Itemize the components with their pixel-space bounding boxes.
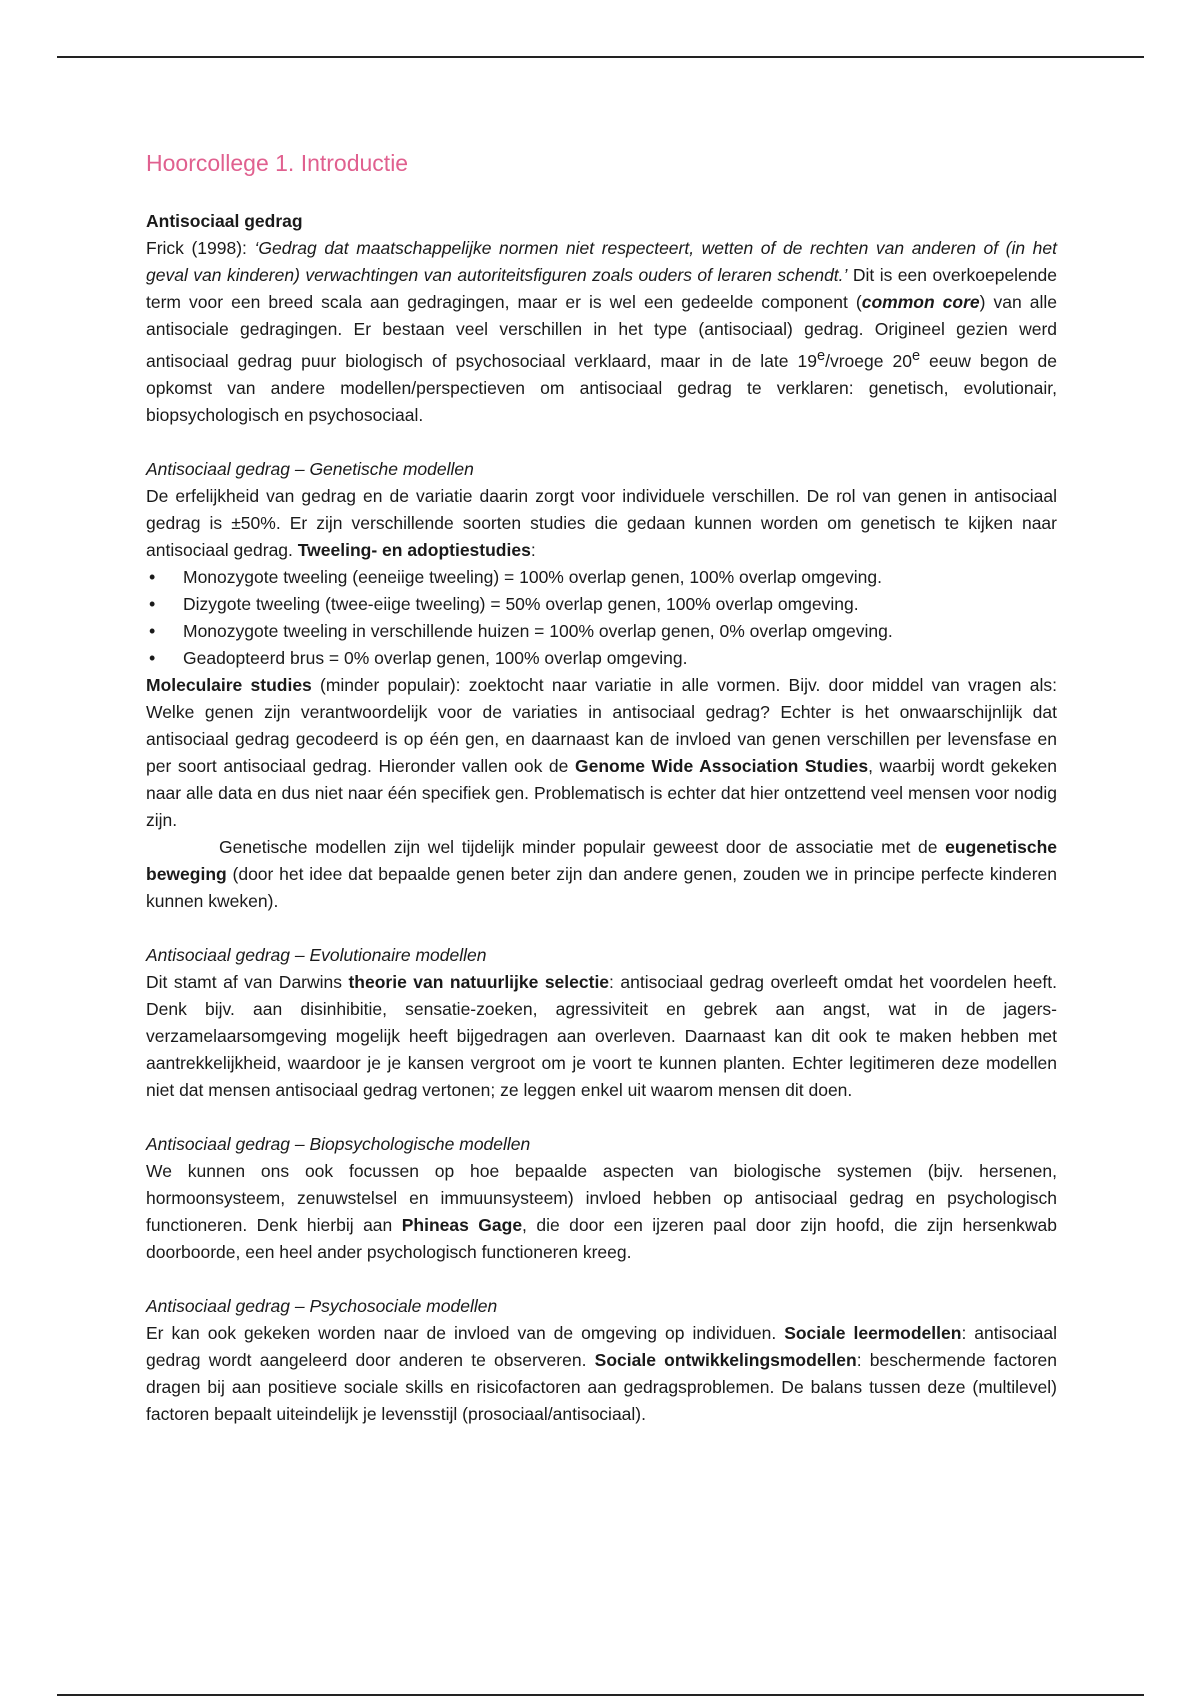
section-heading: Antisociaal gedrag – Evolutionaire modellen <box>146 944 487 965</box>
section-heading: Antisociaal gedrag – Genetische modellen <box>146 458 474 479</box>
list-item: • Monozygote tweeling (eeneiige tweeling) = 100% overlap genen, 100% overlap omgeving. <box>146 564 1057 591</box>
paragraph: Moleculaire studies (minder populair): zoektocht naar variatie in alle vormen. Bijv. door middel van vragen als: Welke genen zijn verantwoordelijk voor de variaties in antisociaal gedrag? Echter is het onwaarschijnlijk dat antisociaal gedrag gecodeerd is op één gen, en daarnaast kan de invloed van genen verschillen per levensfase en per soort antisociaal gedrag. Hieronder vallen ook de Genome Wide Association Studies, waarbij wordt gekeken naar alle data en dus niet naar één specifiek gen. Problematisch is echter dat hier ontzettend veel mensen voor nodig zijn. <box>146 674 1057 830</box>
emphasis: Phineas Gage <box>401 1214 523 1235</box>
paragraph: Frick (1998): ‘Gedrag dat maatschappelijke normen niet respecteert, wetten of de rechten van anderen of (in het geval van kinderen) verwachtingen van autoriteitsfiguren zoals ouders of leraren schendt.’ Dit is een overkoepelende term voor een breed scala aan gedragingen, maar er is wel een gedeelde component (common core) van alle antisociale gedragingen. Er bestaan veel verschillen in het type (antisociaal) gedrag. Origineel gezien werd antisociaal gedrag puur biologisch of psychosociaal verklaard, maar in de late 19e/vroege 20e eeuw begon de opkomst van andere modellen/perspectieven om antisociaal gedrag te verklaren: genetisch, evolutionair, biopsychologisch en psychosociaal. <box>146 238 1058 425</box>
section-psychosocial-models <box>146 1293 1057 1428</box>
paragraph: Genetische modellen zijn wel tijdelijk minder populair geweest door de associatie met de eugenetische beweging (door het idee dat bepaalde genen beter zijn dan andere genen, zouden we in principe perfecte kinderen kunnen kweken). <box>146 836 1057 911</box>
quote: ‘Gedrag dat maatschappelijke normen niet respecteert, wetten of de rechten van anderen of (in het geval van kinderen) verwachtingen van autoriteitsfiguren zoals ouders of leraren schendt.’ <box>146 238 1057 285</box>
section-biopsychological-models <box>146 1131 1057 1266</box>
emphasis: Sociale leermodellen <box>784 1322 962 1343</box>
section-heading: Antisociaal gedrag – Psychosociale modellen <box>146 1295 498 1316</box>
section-heading: Antisociaal gedrag <box>146 211 303 231</box>
emphasis: Moleculaire studies <box>146 674 312 695</box>
section-heading: Antisociaal gedrag – Biopsychologische modellen <box>146 1133 531 1154</box>
emphasis: Tweeling- en adoptiestudies <box>297 539 531 560</box>
emphasis: Genome Wide Association Studies <box>574 755 869 776</box>
section-evolutionary-models <box>146 942 1057 1104</box>
page-title: Hoorcollege 1. Introductie <box>146 150 409 176</box>
list-item: • Monozygote tweeling in verschillende huizen = 100% overlap genen, 0% overlap omgeving. <box>146 618 1057 645</box>
paragraph: Er kan ook gekeken worden naar de invloed van de omgeving op individuen. Sociale leermodellen: antisociaal gedrag wordt aangeleerd door anderen te observeren. Sociale ontwikkelingsmodellen: beschermende factoren dragen bij aan positieve sociale skills en risicofactoren aan gedragsproblemen. De balans tussen deze (multilevel) factoren bepaalt uiteindelijk je levensstijl (prosociaal/antisociaal). <box>146 1322 1058 1424</box>
list-item: • Dizygote tweeling (twee-eiige tweeling) = 50% overlap genen, 100% overlap omgeving. <box>146 591 1057 618</box>
emphasis: Sociale ontwikkelingsmodellen <box>594 1349 857 1370</box>
document-page <box>146 148 1057 1455</box>
paragraph: De erfelijkheid van gedrag en de variatie daarin zorgt voor individuele verschillen. De rol van genen in antisociaal gedrag is ±50%. Er zijn verschillende soorten studies die gedaan kunnen worden om genetisch te kijken naar antisociaal gedrag. Tweeling- en adoptiestudies: <box>146 485 1057 560</box>
section-genetic-models <box>146 456 1057 915</box>
emphasis: theorie van natuurlijke selectie <box>348 971 610 992</box>
emphasis: eugenetische beweging <box>146 836 1057 884</box>
bullet-list <box>146 564 1057 672</box>
bottom-rule <box>57 1694 1144 1696</box>
emphasis: common core <box>861 292 980 312</box>
section-antisocial-behavior <box>146 208 1057 429</box>
top-rule <box>57 56 1144 58</box>
paragraph: Dit stamt af van Darwins theorie van natuurlijke selectie: antisociaal gedrag overleeft omdat het voordelen heeft. Denk bijv. aan disinhibitie, sensatie-zoeken, agressiviteit en gebrek aan angst, wat in de jagers-verzamelaarsomgeving mogelijk heeft bijgedragen aan overleven. Daarnaast kan dit ook te maken hebben met aantrekkelijkheid, waardoor je je kansen vergroot om je voort te kunnen planten. Echter legitimeren deze modellen niet dat mensen antisociaal gedrag vertonen; ze leggen enkel uit waarom mensen dit doen. <box>146 971 1058 1100</box>
paragraph: We kunnen ons ook focussen op hoe bepaalde aspecten van biologische systemen (bijv. hersenen, hormoonsysteem, zenuwstelsel en immuunsysteem) invloed hebben op antisociaal gedrag en psychologisch functioneren. Denk hierbij aan Phineas Gage, die door een ijzeren paal door zijn hoofd, die zijn hersenkwab doorboorde, een heel ander psychologisch functioneren kreeg. <box>146 1160 1057 1262</box>
list-item: • Geadopteerd brus = 0% overlap genen, 100% overlap omgeving. <box>146 645 1057 672</box>
